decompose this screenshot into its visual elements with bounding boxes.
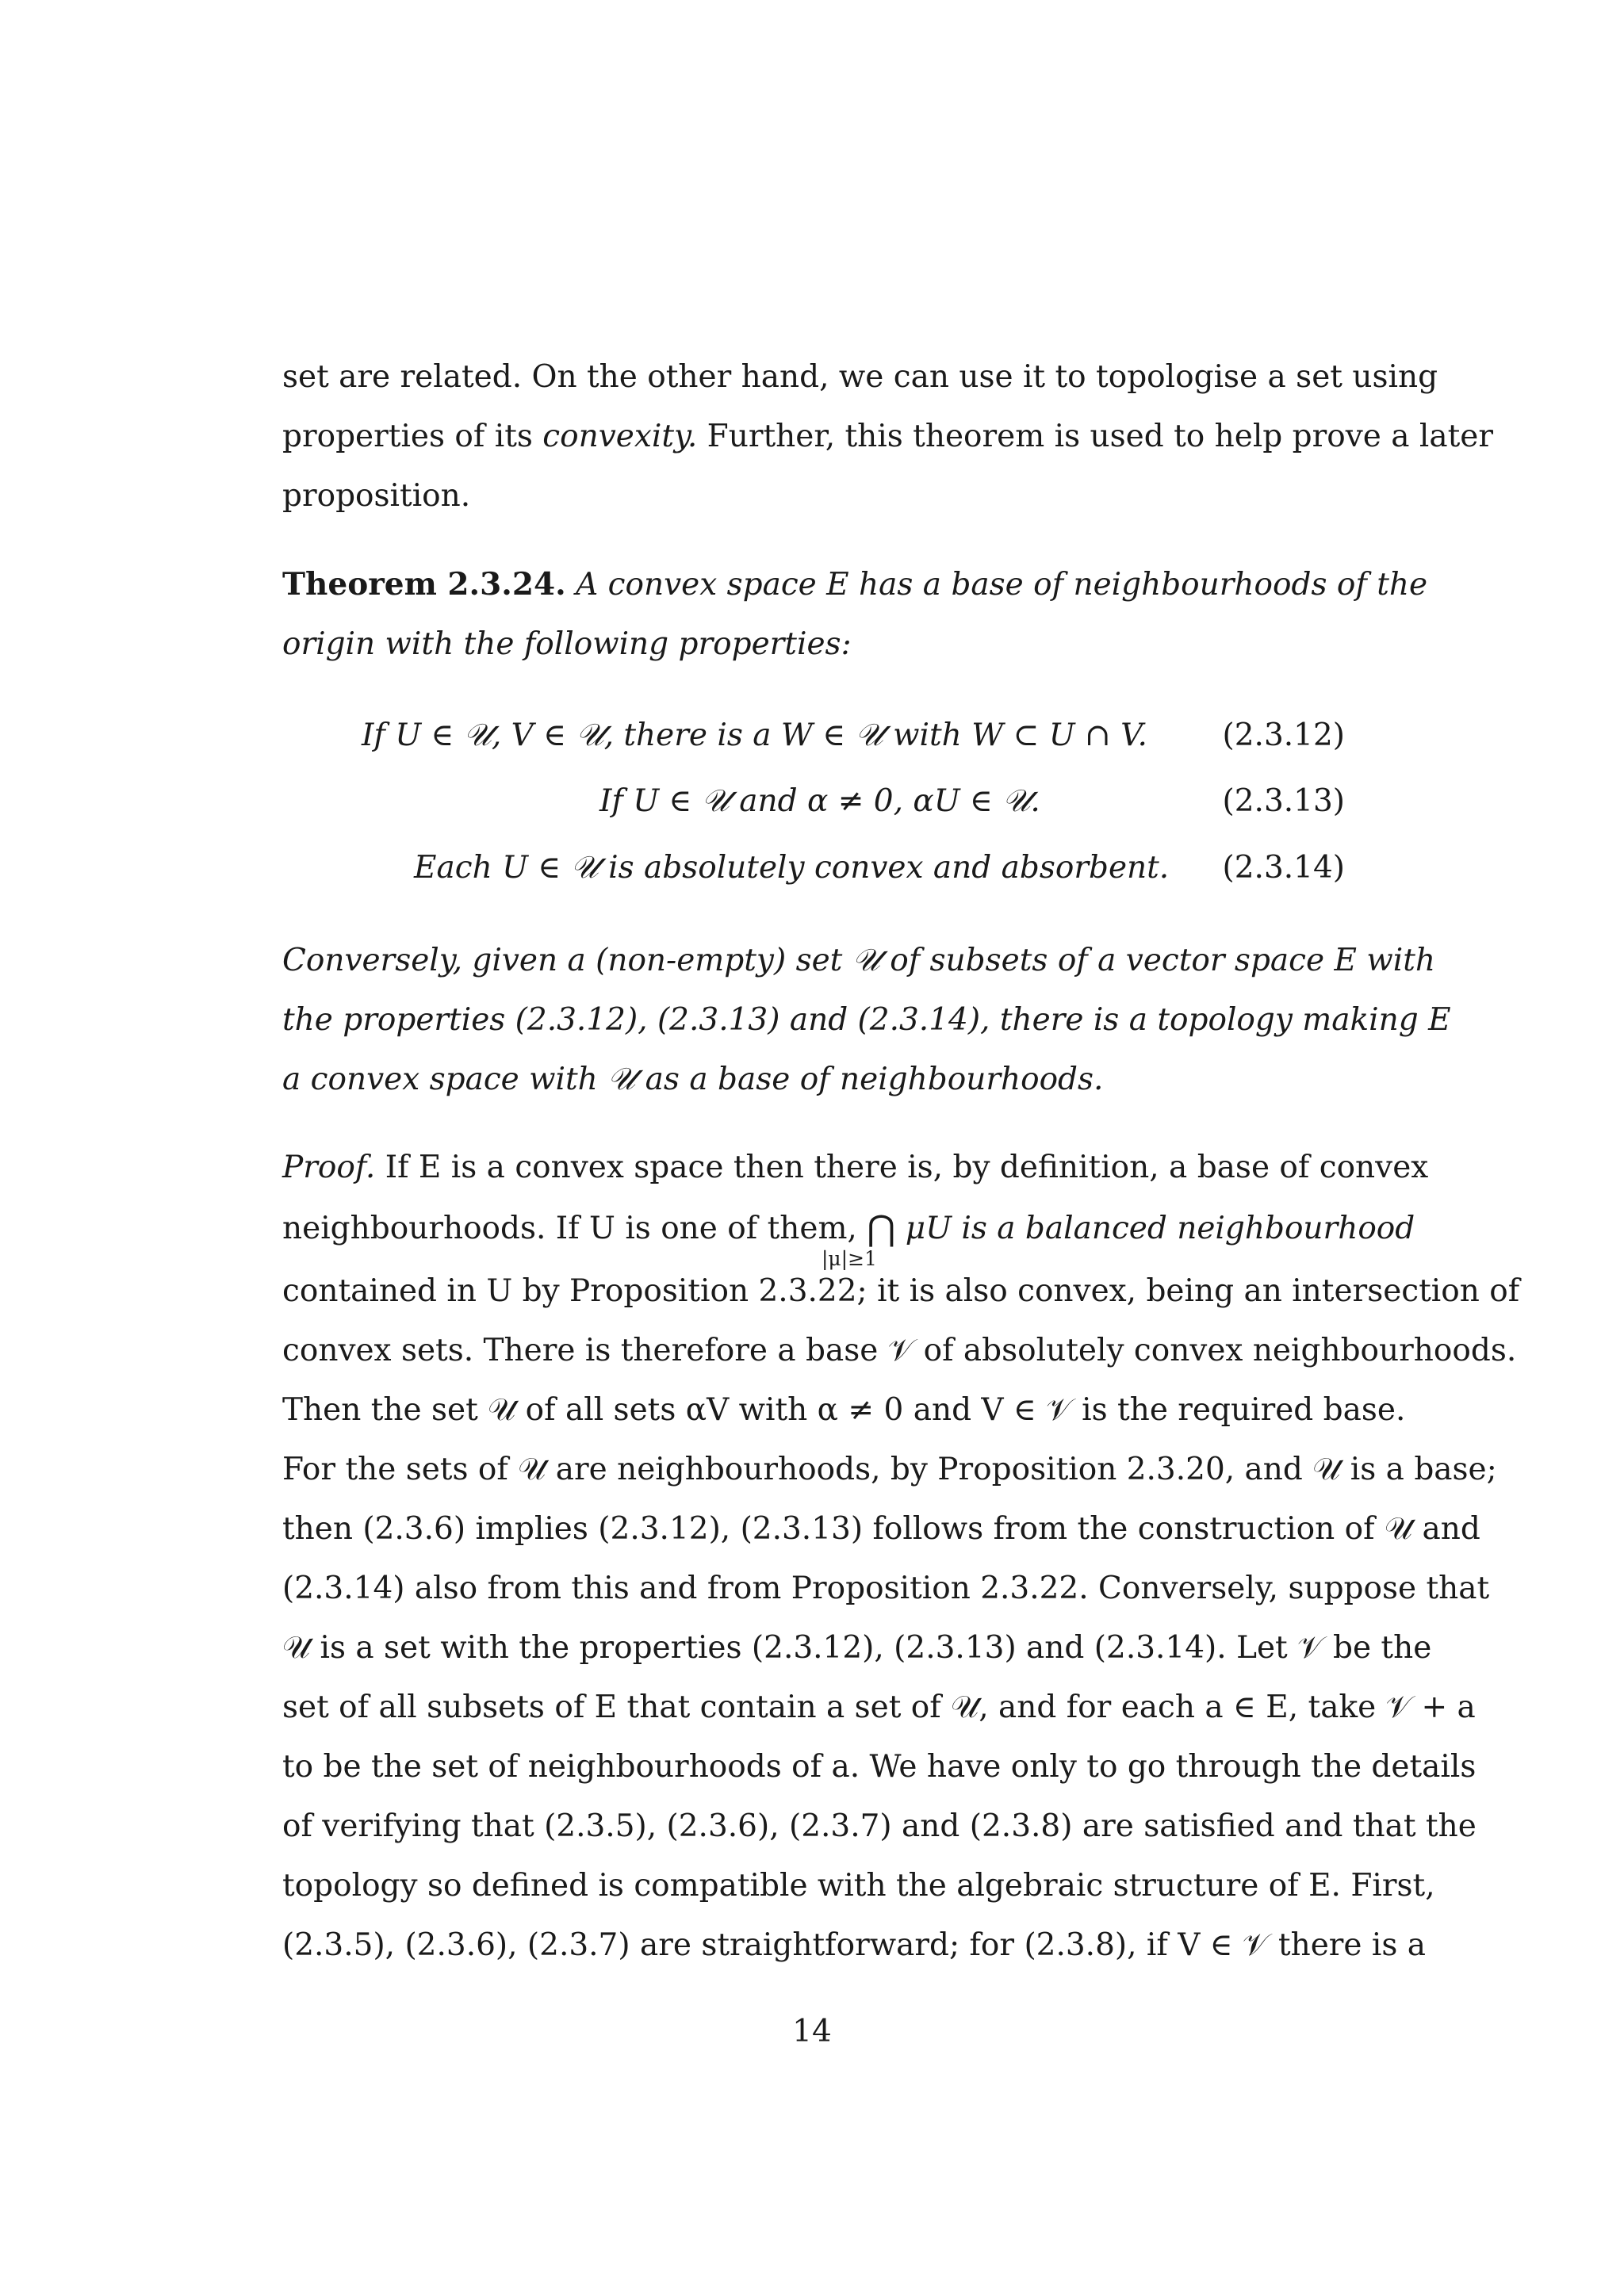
equation-text: If U ∈ 𝒰 and α ≠ 0, αU ∈ 𝒰. bbox=[599, 783, 1040, 819]
equation-number: (2.3.13) bbox=[1222, 783, 1345, 819]
proof-line-3: contained in U by Proposition 2.3.22; it is also convex, being an intersection of bbox=[282, 1273, 1520, 1309]
converse-line-2: the properties (2.3.12), (2.3.13) and (2.3.14), there is a topology making E bbox=[282, 1002, 1451, 1038]
proof-line-9: 𝒰 is a set with the properties (2.3.12), (2.3.13) and (2.3.14). Let 𝒱 be the bbox=[282, 1630, 1432, 1666]
proof-line-6: For the sets of 𝒰 are neighbourhoods, by Proposition 2.3.20, and 𝒰 is a base; bbox=[282, 1452, 1497, 1487]
page-number: 14 bbox=[792, 2014, 832, 2049]
intro-line-2-start: properties of its bbox=[282, 419, 543, 454]
proof-line-5: Then the set 𝒰 of all sets αV with α ≠ 0 and V ∈ 𝒱 is the required base. bbox=[282, 1392, 1406, 1428]
intro-line-2-end: Further, this theorem is used to help prove a later bbox=[697, 419, 1494, 454]
intro-line-1: set are related. On the other hand, we can use it to topologise a set using bbox=[282, 359, 1438, 395]
theorem-block bbox=[282, 555, 1428, 674]
proof-line-4: convex sets. There is therefore a base 𝒱 of absolutely convex neighbourhoods. bbox=[282, 1333, 1517, 1368]
proof-line-2 bbox=[282, 1197, 1415, 1270]
proof-line-8: (2.3.14) also from this and from Proposition 2.3.22. Conversely, suppose that bbox=[282, 1571, 1490, 1606]
equation-text: If U ∈ 𝒰, V ∈ 𝒰, there is a W ∈ 𝒰 with W ⊂ U ∩ V. bbox=[362, 718, 1147, 753]
equation-2-3-14 bbox=[282, 838, 1345, 897]
proof-line-11: to be the set of neighbourhoods of a. We have only to go through the details bbox=[282, 1749, 1477, 1785]
converse-line-3: a convex space with 𝒰 as a base of neighbourhoods. bbox=[282, 1062, 1104, 1097]
equation-2-3-12 bbox=[282, 706, 1345, 765]
equation-text: Each U ∈ 𝒰 is absolutely convex and absorbent. bbox=[414, 850, 1170, 886]
equation-number: (2.3.14) bbox=[1222, 850, 1345, 886]
theorem-line-2: origin with the following properties: bbox=[282, 626, 852, 662]
proof-line-1 bbox=[282, 1138, 1429, 1197]
proof-line-14: (2.3.5), (2.3.6), (2.3.7) are straightforward; for (2.3.8), if V ∈ 𝒱 there is a bbox=[282, 1927, 1427, 1963]
intro-line-2 bbox=[282, 407, 1494, 466]
proof-paragraph bbox=[282, 1138, 1520, 1975]
proof-line-12: of verifying that (2.3.5), (2.3.6), (2.3.7) and (2.3.8) are satisfied and that the bbox=[282, 1808, 1477, 1844]
theorem-label: Theorem 2.3.24. bbox=[282, 566, 566, 603]
converse-paragraph bbox=[282, 931, 1451, 1109]
proof-line-1-text: If E is a convex space then there is, by definition, a base of convex bbox=[375, 1150, 1429, 1185]
equation-number: (2.3.12) bbox=[1222, 718, 1345, 753]
intro-paragraph bbox=[282, 347, 1494, 526]
intro-line-3: proposition. bbox=[282, 478, 471, 514]
intersection-symbol: ⋂ bbox=[867, 1208, 896, 1249]
theorem-line-1-text: A convex space E has a base of neighbourhoods of the bbox=[576, 567, 1428, 603]
proof-line-13: topology so defined is compatible with the algebraic structure of E. First, bbox=[282, 1868, 1435, 1904]
intersection-subscript: |μ|≥1 bbox=[822, 1247, 877, 1270]
converse-line-1: Conversely, given a (non-empty) set 𝒰 of subsets of a vector space E with bbox=[282, 943, 1435, 978]
proof-line-2-end: μU is a balanced neighbourhood bbox=[905, 1211, 1415, 1246]
proof-line-10: set of all subsets of E that contain a set of 𝒰, and for each a ∈ E, take 𝒱 + a bbox=[282, 1689, 1476, 1725]
proof-line-7: then (2.3.6) implies (2.3.12), (2.3.13) follows from the construction of 𝒰 and bbox=[282, 1511, 1480, 1547]
equation-2-3-13 bbox=[282, 771, 1345, 831]
convexity-emphasis: convexity. bbox=[542, 419, 698, 454]
proof-line-2-start: neighbourhoods. If U is one of them, bbox=[282, 1211, 857, 1246]
proof-label: Proof. bbox=[282, 1150, 376, 1185]
theorem-line-1 bbox=[282, 555, 1428, 614]
